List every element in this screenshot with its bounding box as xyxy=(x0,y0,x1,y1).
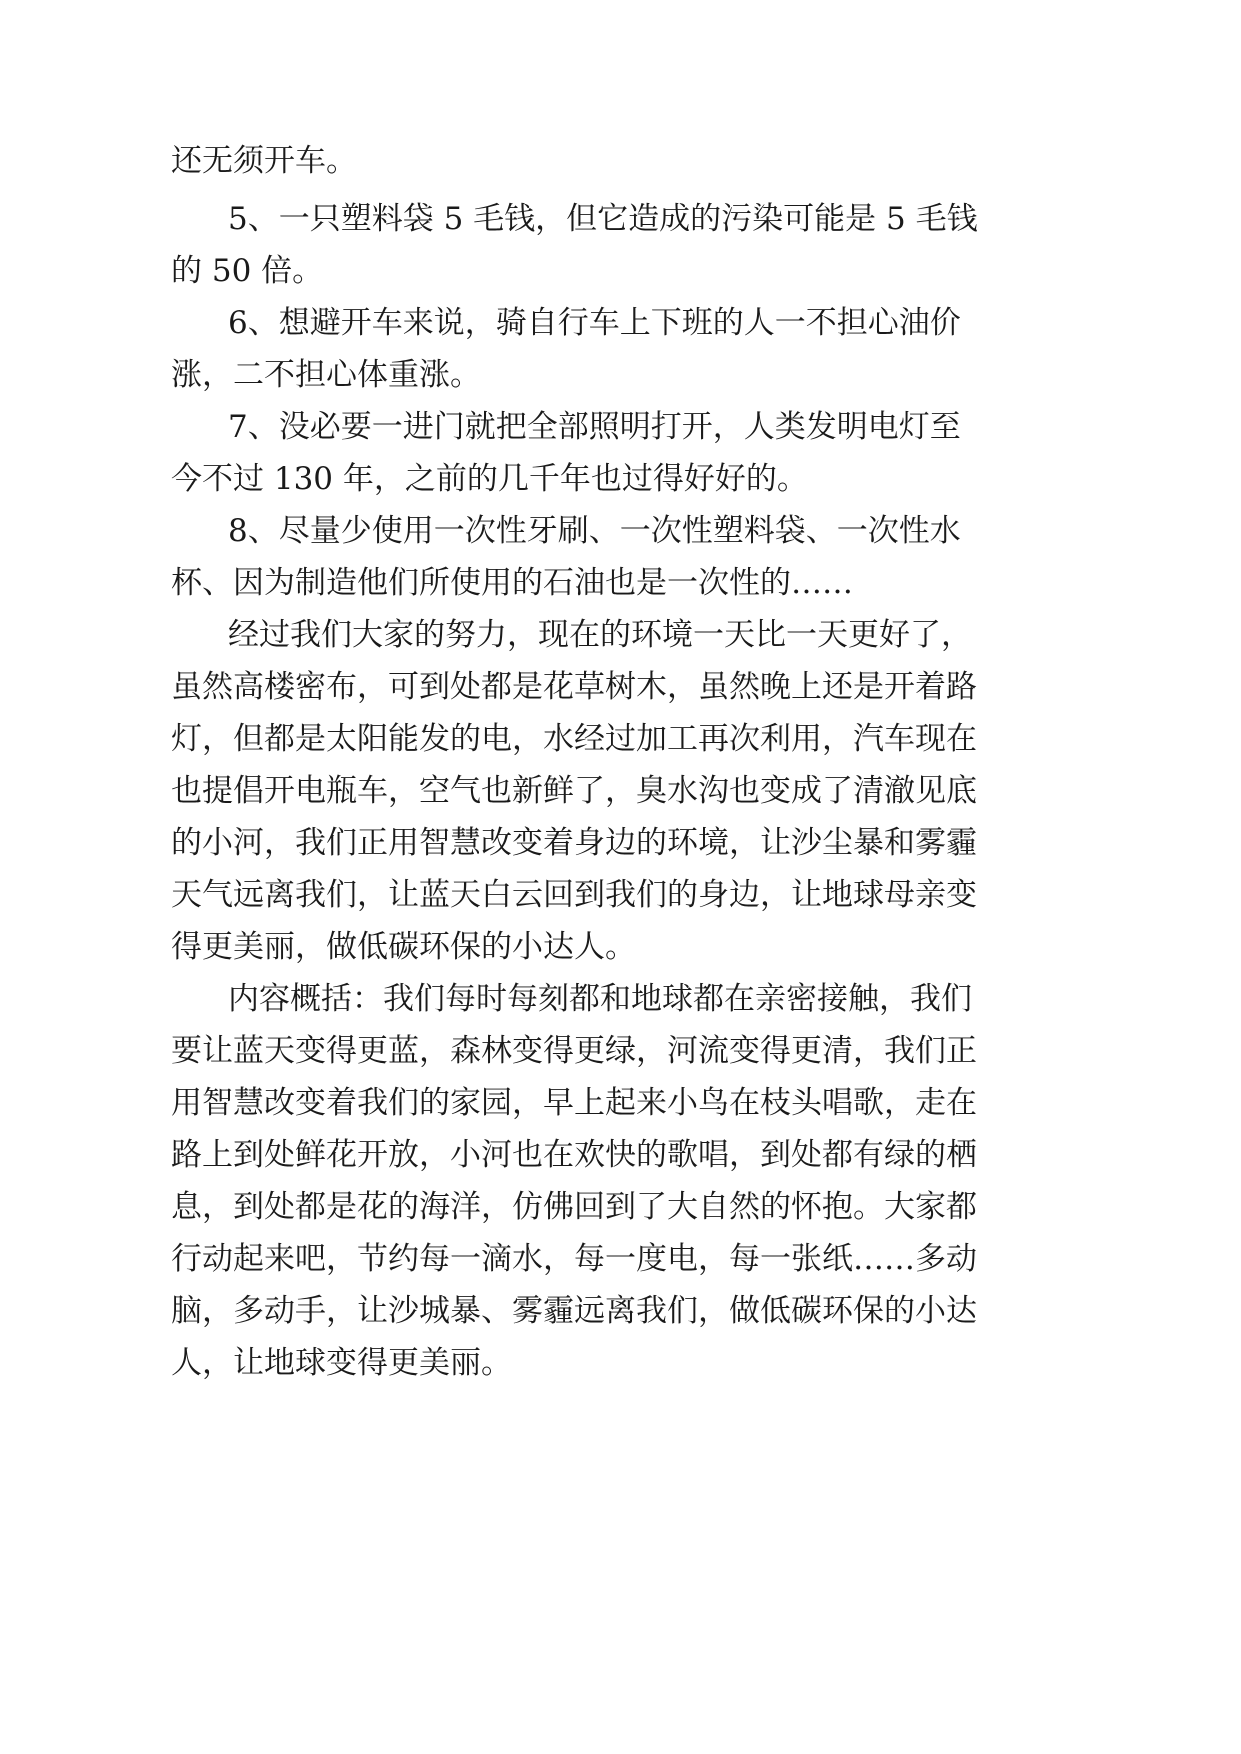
text-line: 的小河，我们正用智慧改变着身边的环境，让沙尘暴和雾霾 xyxy=(171,825,977,861)
text-line: 人，让地球变得更美丽。 xyxy=(171,1345,512,1381)
text-line: 8、尽量少使用一次性牙刷、一次性塑料袋、一次性水 xyxy=(228,513,961,549)
text-line: 6、想避开车来说，骑自行车上下班的人一不担心油价 xyxy=(228,305,961,341)
text-line: 还无须开车。 xyxy=(171,143,357,179)
text-line: 经过我们大家的努力，现在的环境一天比一天更好了， xyxy=(228,617,972,653)
text-line: 脑，多动手，让沙城暴、雾霾远离我们，做低碳环保的小达 xyxy=(171,1293,977,1329)
text-line: 杯、因为制造他们所使用的石油也是一次性的…… xyxy=(171,565,853,601)
text-line: 5、一只塑料袋 5 毛钱，但它造成的污染可能是 5 毛钱 xyxy=(228,201,978,237)
text-line: 行动起来吧，节约每一滴水，每一度电，每一张纸……多动 xyxy=(171,1241,977,1277)
text-line: 虽然高楼密布，可到处都是花草树木，虽然晚上还是开着路 xyxy=(171,669,977,705)
text-line: 路上到处鲜花开放，小河也在欢快的歌唱，到处都有绿的栖 xyxy=(171,1137,977,1173)
text-line: 要让蓝天变得更蓝，森林变得更绿，河流变得更清，我们正 xyxy=(171,1033,977,1069)
text-line: 的 50 倍。 xyxy=(171,253,324,289)
text-line: 灯，但都是太阳能发的电，水经过加工再次利用，汽车现在 xyxy=(171,721,977,757)
text-line: 用智慧改变着我们的家园，早上起来小鸟在枝头唱歌，走在 xyxy=(171,1085,977,1121)
text-line: 7、没必要一进门就把全部照明打开，人类发明电灯至 xyxy=(228,409,961,445)
text-line: 得更美丽，做低碳环保的小达人。 xyxy=(171,929,636,965)
text-line: 天气远离我们，让蓝天白云回到我们的身边，让地球母亲变 xyxy=(171,877,977,913)
text-line: 涨，二不担心体重涨。 xyxy=(171,357,481,393)
text-line: 内容概括：我们每时每刻都和地球都在亲密接触，我们 xyxy=(228,981,972,1017)
text-line: 息，到处都是花的海洋，仿佛回到了大自然的怀抱。大家都 xyxy=(171,1189,977,1225)
text-line: 也提倡开电瓶车，空气也新鲜了，臭水沟也变成了清澈见底 xyxy=(171,773,977,809)
text-line: 今不过 130 年，之前的几千年也过得好好的。 xyxy=(171,461,808,497)
